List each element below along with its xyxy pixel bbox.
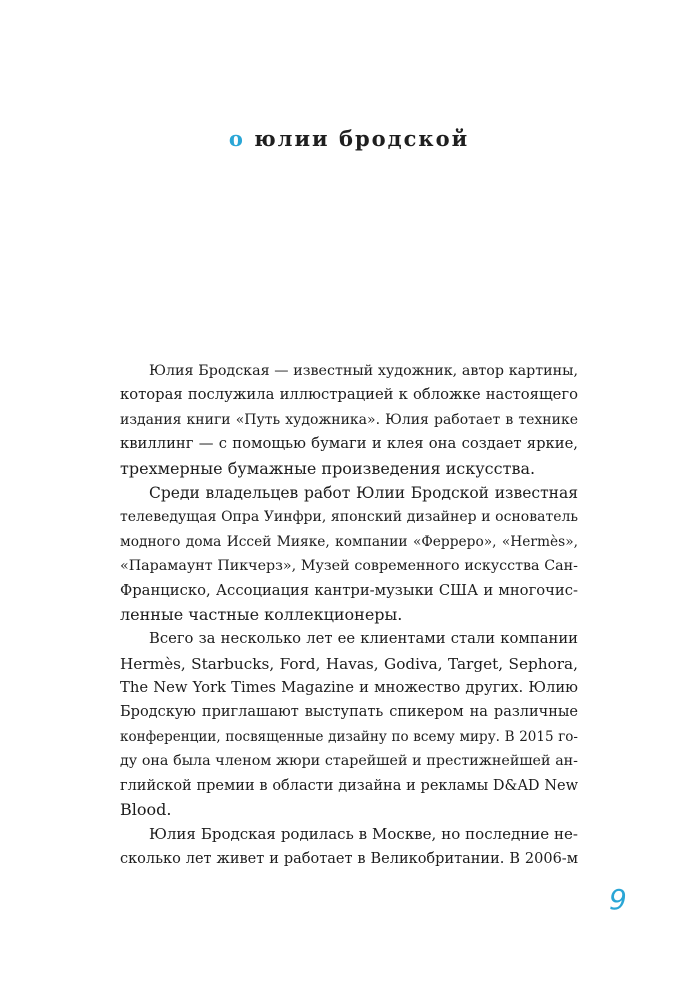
- text-line: конференции, посвященные дизайну по всему миру. В 2015 го-: [120, 728, 578, 745]
- chapter-heading: [0, 126, 698, 151]
- text-line: модного дома Иссей Мияке, компании «Ферреро», «Hermès»,: [120, 533, 578, 550]
- page-number: 9: [609, 883, 627, 916]
- text-line: ду она была членом жюри старейшей и престижнейшей ан-: [120, 753, 578, 770]
- text-line: издания книги «Путь художника». Юлия работает в технике: [120, 411, 578, 428]
- text-line: телеведущая Опра Уинфри, японский дизайнер и основатель: [120, 509, 578, 526]
- text-line: Юлия Бродская — известный художник, автор картины,: [149, 363, 578, 379]
- paragraph: [120, 822, 578, 871]
- text-line: Hermès, Starbucks, Ford, Havas, Godiva, Target, Sephora,: [120, 654, 578, 673]
- text-line: Среди владельцев работ Юлии Бродской известная: [149, 483, 578, 502]
- text-line: сколько лет живет и работает в Великобритании. В 2006-м: [120, 850, 578, 867]
- text-line: «Парамаунт Пикчерз», Музей современного искусства Сан-: [120, 558, 578, 575]
- heading-prefix: о: [228, 126, 245, 151]
- text-line: глийской премии в области дизайна и рекламы D&AD New: [120, 777, 578, 794]
- heading-title: юлии бродской: [254, 126, 470, 151]
- text-line: Франциско, Ассоциация кантри-музыки США и многочис-: [120, 581, 578, 599]
- text-line: квиллинг — с помощью бумаги и клея она создает яркие,: [120, 435, 578, 453]
- text-line: Юлия Бродская родилась в Москве, но последние не-: [149, 825, 578, 844]
- text-line: трехмерные бумажные произведения искусства.: [120, 458, 536, 478]
- body-text: [120, 359, 578, 871]
- text-line: The New York Times Magazine и множество других. Юлию: [120, 679, 578, 697]
- paragraph: [120, 359, 578, 481]
- paragraph: [120, 481, 578, 627]
- paragraph: [120, 627, 578, 822]
- text-line: ленные частные коллекционеры.: [120, 604, 403, 624]
- text-line: которая послужила иллюстрацией к обложке настоящего: [120, 386, 578, 404]
- text-line: Бродскую приглашают выступать спикером на различные: [120, 704, 578, 721]
- text-line: Всего за несколько лет ее клиентами стали компании: [149, 630, 578, 648]
- text-line: Blood.: [120, 800, 172, 820]
